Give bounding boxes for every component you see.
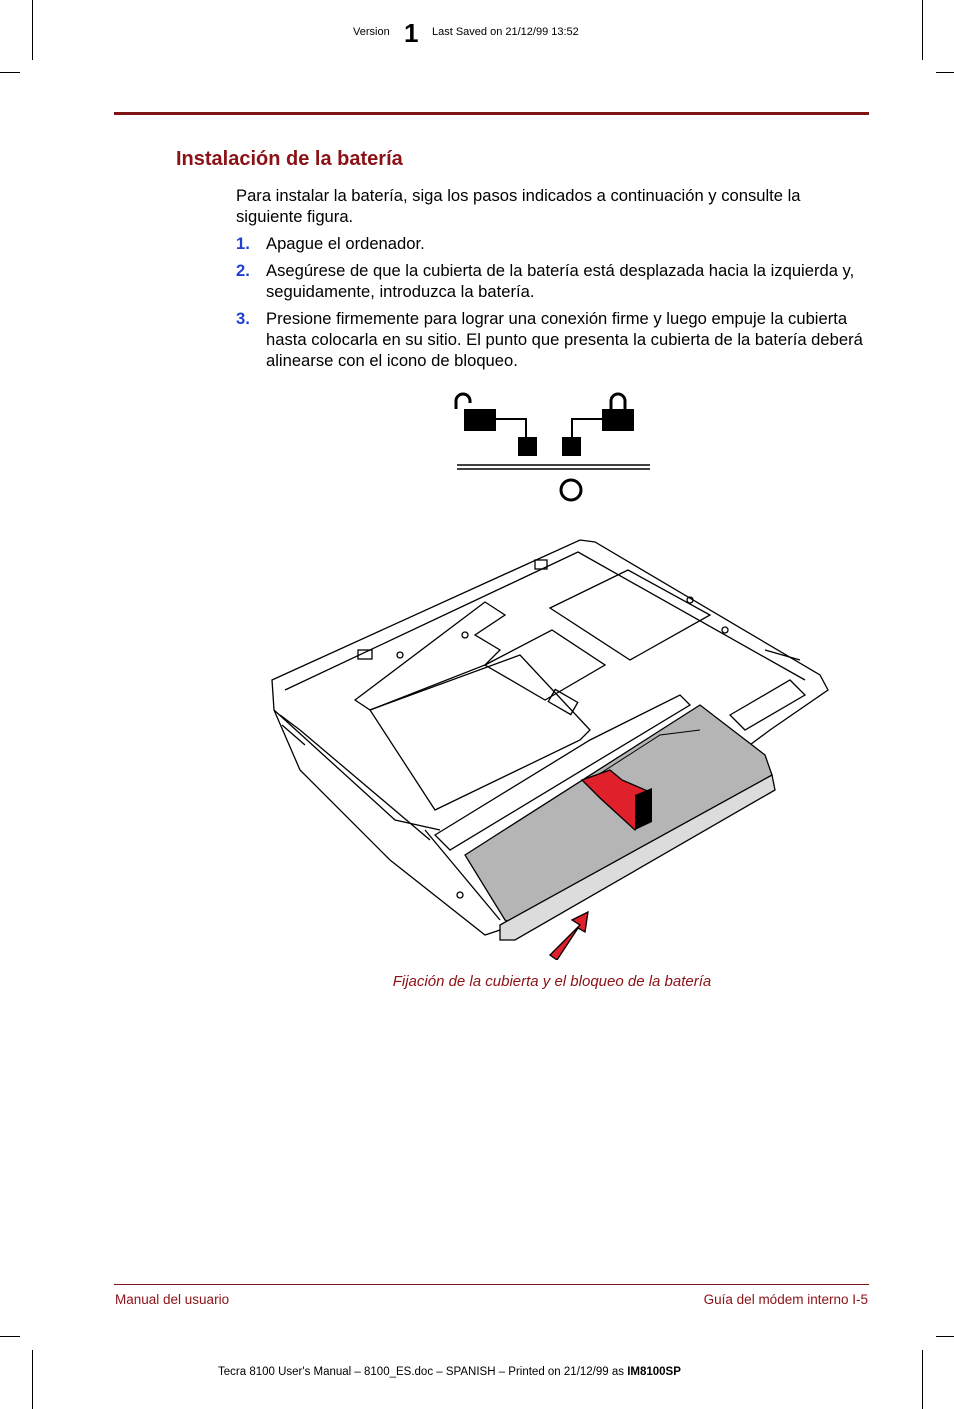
step-text: Presione firmemente para lograr una conexión firme y luego empuje la cubierta hasta colocarla en su sitio. El punto que presenta la cubierta de la batería deberá alinearse con el icono de bloqueo. xyxy=(266,309,863,370)
step-number: 2. xyxy=(236,261,250,280)
crop-mark xyxy=(936,1336,954,1337)
intro-paragraph: Para instalar la batería, siga los pasos indicados a continuación y consulte la siguiente figura. xyxy=(236,186,801,226)
step-item xyxy=(236,308,876,371)
step-text: Asegúrese de que la cubierta de la batería está desplazada hacia la izquierda y, seguidamente, introduzca la batería. xyxy=(266,261,855,301)
crop-mark xyxy=(922,1350,923,1409)
lock-diagram xyxy=(440,385,670,510)
version-header xyxy=(0,18,954,48)
print-info xyxy=(218,1366,681,1378)
step-text: Apague el ordenador. xyxy=(266,234,425,253)
section-title: Instalación de la batería xyxy=(176,148,403,170)
lock-icon xyxy=(602,394,634,431)
slot-block xyxy=(562,437,581,456)
figure-caption-text: Fijación de la cubierta y el bloqueo de la batería xyxy=(392,973,712,990)
footer-manual-title: Manual del usuario xyxy=(115,1292,230,1307)
footer-rule xyxy=(114,1284,869,1285)
crop-mark xyxy=(936,72,954,73)
footer-page-reference: Guía del módem interno I-5 xyxy=(703,1292,868,1307)
version-label: Version xyxy=(353,26,390,38)
unlock-icon xyxy=(456,394,496,431)
slide-arrow-icon xyxy=(550,912,588,960)
crop-mark xyxy=(32,1350,33,1409)
crop-mark xyxy=(0,1336,20,1337)
header-rule xyxy=(114,112,869,115)
laptop-battery-illustration xyxy=(260,530,840,960)
step-item xyxy=(236,260,876,302)
print-info-text: Tecra 8100 User's Manual – 8100_ES.doc – SPANISH – Printed on 21/12/99 as xyxy=(218,1366,628,1378)
step-number: 1. xyxy=(236,234,250,253)
figure-caption xyxy=(0,973,954,990)
step-number: 3. xyxy=(236,309,250,328)
step-list xyxy=(236,233,876,377)
version-number: 1 xyxy=(404,18,419,48)
alignment-dot-icon xyxy=(561,480,581,500)
crop-mark xyxy=(0,72,20,73)
slot-block xyxy=(518,437,537,456)
print-code: IM8100SP xyxy=(627,1366,681,1378)
last-saved-text: Last Saved on 21/12/99 13:52 xyxy=(432,26,579,38)
step-item xyxy=(236,233,876,254)
battery-pack xyxy=(465,705,775,940)
